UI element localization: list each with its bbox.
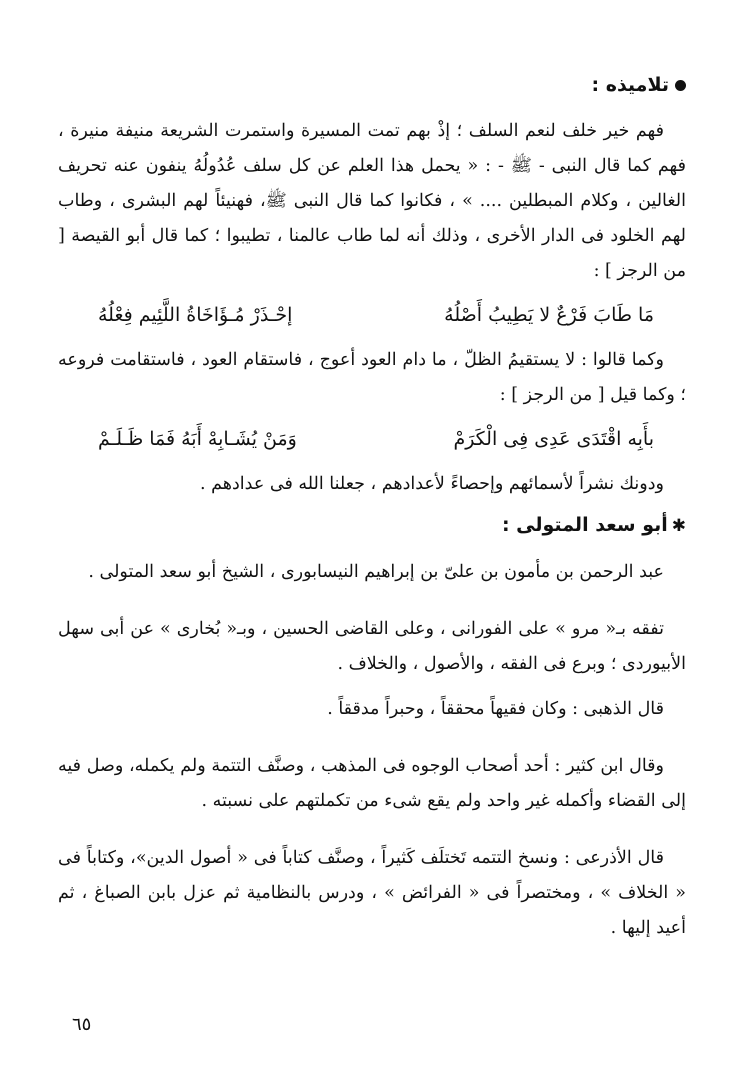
proverb-paragraph: وكما قالوا : لا يستقيمُ الظلّ ، ما دام العود أعوج ، فاستقام العود ، فاستقامت فروعه ؛ وكما قيل [ من الرجز ] : <box>58 350 686 405</box>
scholar-name-paragraph: عبد الرحمن بن مأمون بن علىّ بن إبراهيم النيسابورى ، الشيخ أبو سعد المتولى . <box>88 562 664 582</box>
bullet-icon <box>675 80 686 91</box>
closing-paragraph: ودونك نشراً لأسمائهم وإحصاءً لأعدادهم ، جعلنا الله فى عدادهم . <box>200 474 664 494</box>
students-heading <box>58 70 686 100</box>
verse-1 <box>58 293 686 337</box>
verse-2-second-hemistich: وَمَنْ يُشَـابِهْ أَبَهُ فَمَا ظَـلَـمْ <box>98 428 297 450</box>
dhahabi-paragraph: قال الذهبى : وكان فقيهاً محققاً ، وحبراً مدققاً . <box>327 699 664 719</box>
document-page <box>58 70 686 1050</box>
verse-2 <box>58 417 686 461</box>
verse-1-second-hemistich: إحْـذَرْ مُـؤَاخَاةُ اللَّئِيم فِعْلُهُ <box>98 304 293 326</box>
verse-2-first-hemistich: بأَبِه اقْتَدَى عَدِى فِى الْكَرَمْ <box>453 428 654 450</box>
verse-1-first-hemistich: مَا طَابَ فَرْعٌ لا يَطِيبُ أَصْلُهُ <box>444 304 654 326</box>
ibn-kathir-paragraph: وقال ابن كثير : أحد أصحاب الوجوه فى المذهب ، وصنَّف التتمة ولم يكمله، وصل فيه إلى القضاء وأكمله غير واحد ولم يقع شىء من تكملتهم على نسبته . <box>58 756 686 811</box>
page-number: ٦٥ <box>72 1014 92 1035</box>
asterisk-icon: ✱ <box>671 516 686 536</box>
study-paragraph: تفقه بـ« مرو » على الفورانى ، وعلى القاضى الحسين ، وبـ« بُخارى » عن أبى سهل الأبيوردى ؛ وبرع فى الفقه ، والأصول ، والخلاف . <box>58 619 686 674</box>
adhraee-paragraph: قال الأذرعى : ونسخ التتمه تَختلَف كَثيراً ، وصنَّف كتاباً فى « أصول الدين»، وكتاباً فى « الخلاف » ، ومختصراً فى « الفرائض » ، ودرس بالنظامية ثم عزل بابن الصباغ ، ثم أعيد إليها . <box>58 848 686 938</box>
intro-paragraph: فهم خير خلف لنعم السلف ؛ إذْ بهم تمت المسيرة واستمرت الشريعة منيفة منيرة ، فهم كما قال النبى - ﷺ - : « يحمل هذا العلم عن كل سلف عُدُولُهُ ينفون عنه تحريف الغالين ، وكلام المبطلين .... » ، فكانوا كما قال النبى ﷺ، فهنيئاً لهم البشرى ، وطاب لهم الخلود فى الدار الأخرى ، وذلك أنه لما طاب عالمنا ، تطيبوا ؛ كما قال أبو القيصة [ من الرجز ] : <box>58 121 686 281</box>
students-heading-text: تلاميذه : <box>591 74 669 96</box>
scholar-heading-text: أبو سعد المتولى : <box>501 514 668 536</box>
scholar-heading <box>58 510 686 541</box>
